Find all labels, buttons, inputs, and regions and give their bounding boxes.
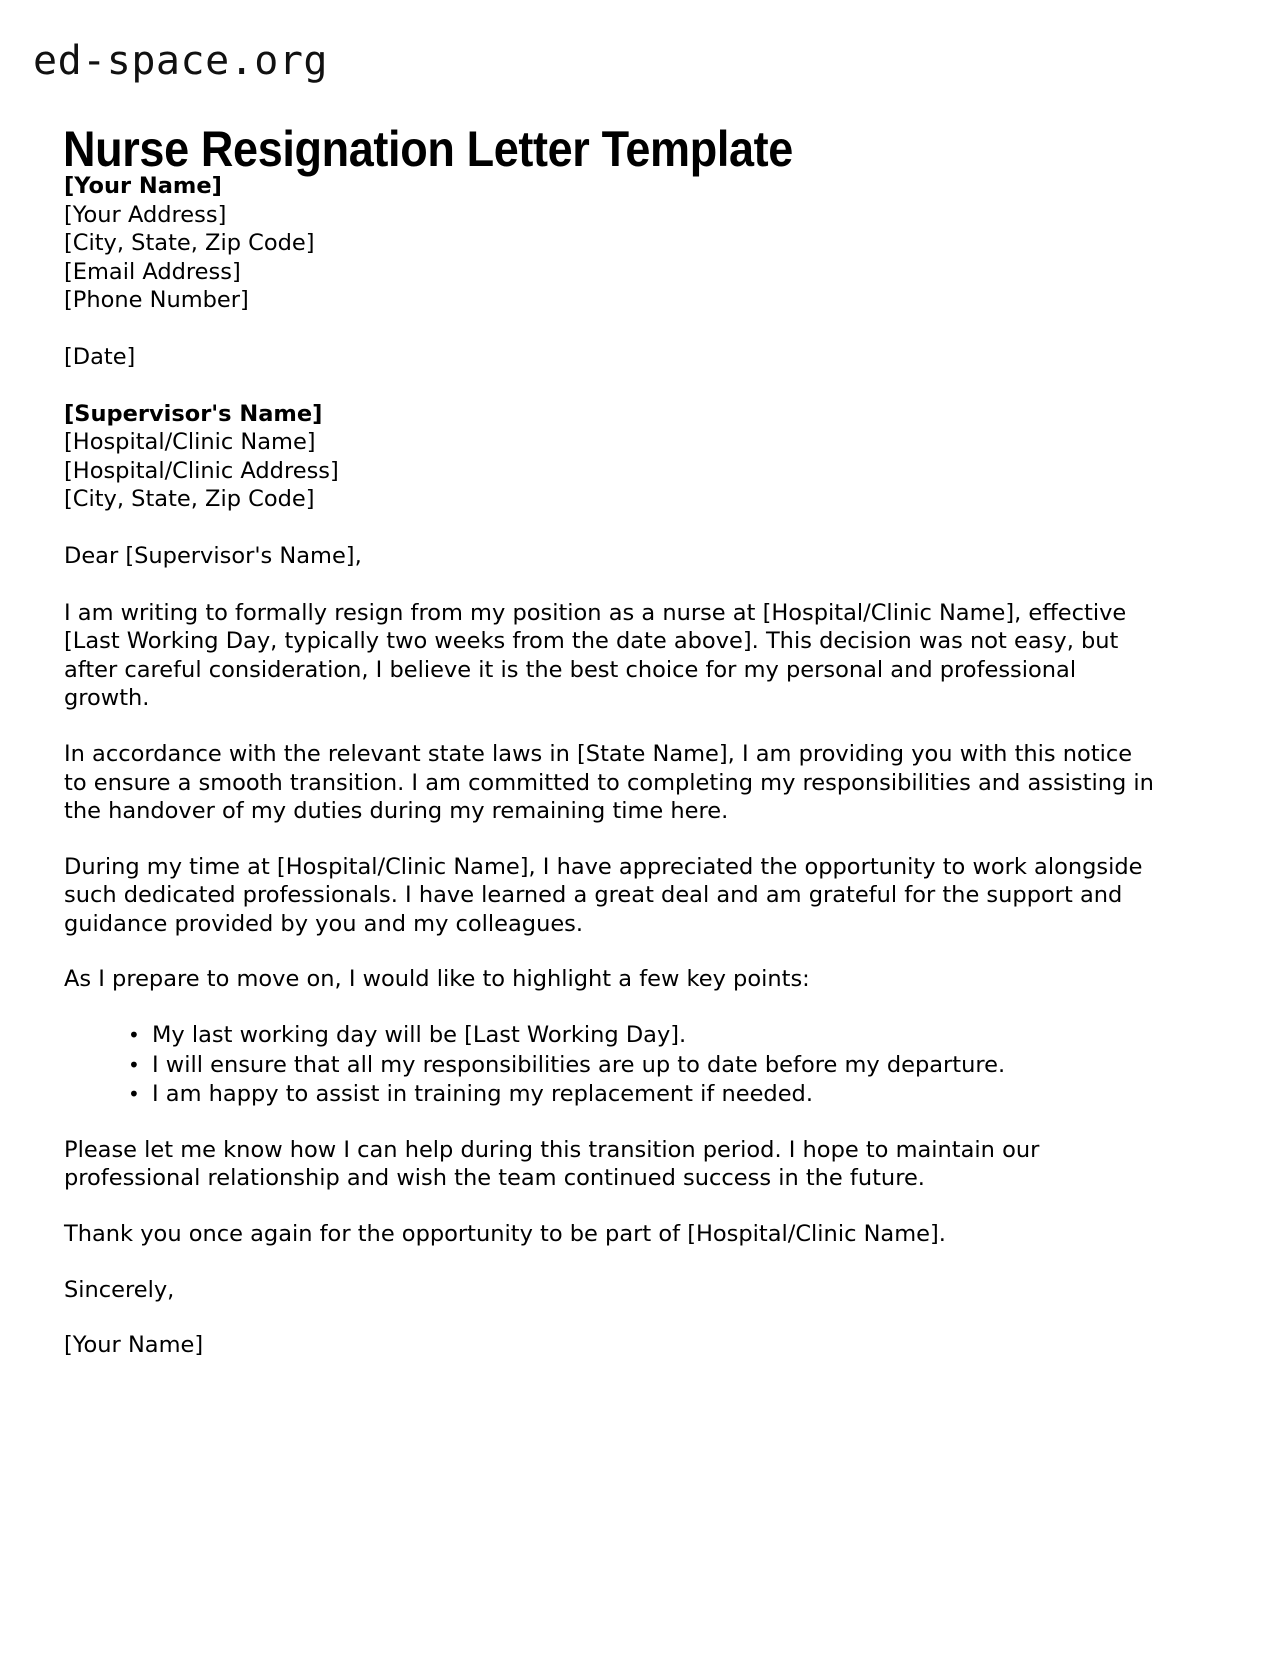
key-points-intro: As I prepare to move on, I would like to highlight a few key points: [64, 966, 810, 993]
list-item: • I will ensure that all my responsibilities are up to date before my departure. [128, 1051, 1154, 1080]
sender-address: [Your Address] [64, 201, 227, 228]
recipient-city-state-zip: [City, State, Zip Code] [64, 486, 315, 513]
sender-address-block [64, 172, 1154, 315]
letter-date: [Date] [64, 343, 136, 370]
date-block [64, 343, 1154, 372]
recipient-address-block [64, 400, 1154, 514]
key-points-list [64, 1021, 1154, 1109]
sender-email: [Email Address] [64, 258, 241, 285]
sender-phone: [Phone Number] [64, 287, 249, 314]
body-paragraph-2: In accordance with the relevant state laws in [State Name], I am providing you with this notice to ensure a smooth transition. I am committed to completing my responsibilities and assisting in the handover of my duties during my remaining time here. [64, 740, 1154, 825]
body-paragraph-3: During my time at [Hospital/Clinic Name], I have appreciated the opportunity to work alongside such dedicated professionals. I have learned a great deal and am grateful for the support and guidance provided by you and my colleagues. [64, 853, 1143, 937]
closing-paragraph-1: Please let me know how I can help during this transition period. I hope to maintain our professional relationship and wish the team continued success in the future. [64, 1136, 1040, 1192]
sign-off: Sincerely, [64, 1276, 175, 1303]
closing-paragraph-2: Thank you once again for the opportunity to be part of [Hospital/Clinic Name]. [64, 1221, 946, 1248]
site-watermark: ed-space.org [33, 38, 328, 84]
recipient-clinic-name: [Hospital/Clinic Name] [64, 429, 316, 456]
recipient-clinic-address: [Hospital/Clinic Address] [64, 457, 339, 484]
list-item: • My last working day will be [Last Working Day]. [128, 1021, 1154, 1050]
page-title: Nurse Resignation Letter Template [63, 120, 793, 177]
salutation: Dear [Supervisor's Name], [64, 542, 362, 569]
letter-body [64, 172, 1154, 1387]
recipient-supervisor-name: [Supervisor's Name] [64, 400, 323, 427]
list-item: • I am happy to assist in training my replacement if needed. [128, 1080, 1154, 1109]
signature-name: [Your Name] [64, 1332, 204, 1359]
body-paragraph-1: I am writing to formally resign from my position as a nurse at [Hospital/Clinic Name], effective [Last Working Day, typically two weeks from the date above]. This decision was not easy, but after careful consideration, I believe it is the best choice for my personal and professional growth. [64, 599, 1127, 712]
salutation-block [64, 542, 1154, 571]
sender-name: [Your Name] [64, 173, 222, 199]
sender-city-state-zip: [City, State, Zip Code] [64, 230, 315, 257]
